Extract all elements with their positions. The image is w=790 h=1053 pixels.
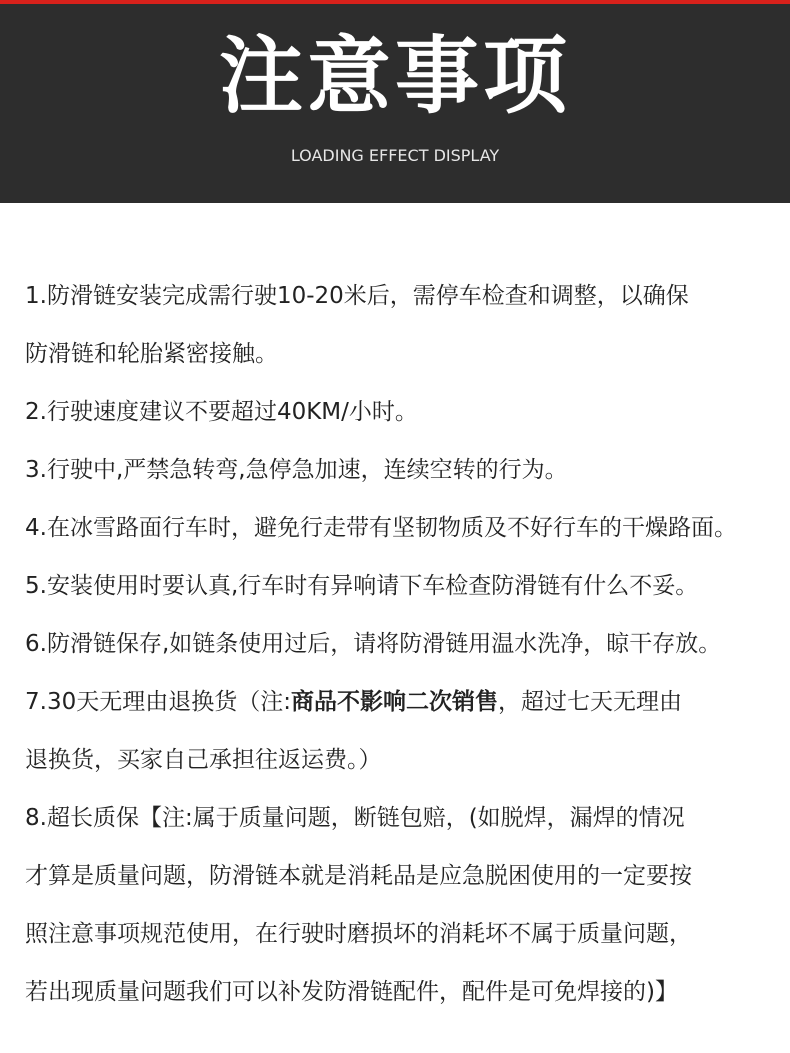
note-line: 8.超长质保【注:属于质量问题，断链包赔，(如脱焊，漏焊的情况	[25, 805, 685, 831]
note-line: 4.在冰雪路面行车时，避免行走带有坚韧物质及不好行车的干燥路面。	[25, 515, 737, 541]
note-line: 2.行驶速度建议不要超过40KM/小时。	[25, 399, 418, 425]
note-line-return-policy	[25, 673, 775, 731]
page-subtitle: LOADING EFFECT DISPLAY	[290, 146, 500, 165]
notes-list	[25, 267, 775, 1021]
note-line: 防滑链和轮胎紧密接触。	[25, 341, 278, 367]
note-line: 若出现质量问题我们可以补发防滑链配件，配件是可免焊接的)】	[25, 979, 678, 1005]
note-line: 5.安装使用时要认真,行车时有异响请下车检查防滑链有什么不妥。	[25, 573, 699, 599]
note-emphasis: 商品不影响二次销售	[290, 689, 498, 715]
note-line: 退换货，买家自己承担往返运费。）	[25, 747, 382, 773]
note-text: 7.30天无理由退换货（注:	[25, 689, 291, 715]
note-line: 6.防滑链保存,如链条使用过后，请将防滑链用温水洗净，晾干存放。	[25, 631, 722, 657]
note-text: ，超过七天无理由	[497, 689, 682, 715]
note-line: 1.防滑链安装完成需行驶10-20米后，需停车检查和调整，以确保	[25, 283, 689, 309]
note-line: 照注意事项规范使用，在行驶时磨损坏的消耗坏不属于质量问题，	[25, 921, 692, 947]
note-line: 才算是质量问题，防滑链本就是消耗品是应急脱困使用的一定要按	[25, 863, 692, 889]
note-line: 3.行驶中,严禁急转弯,急停急加速，连续空转的行为。	[25, 457, 568, 483]
header-banner	[0, 0, 790, 203]
page-title: 注意事项	[218, 27, 571, 125]
